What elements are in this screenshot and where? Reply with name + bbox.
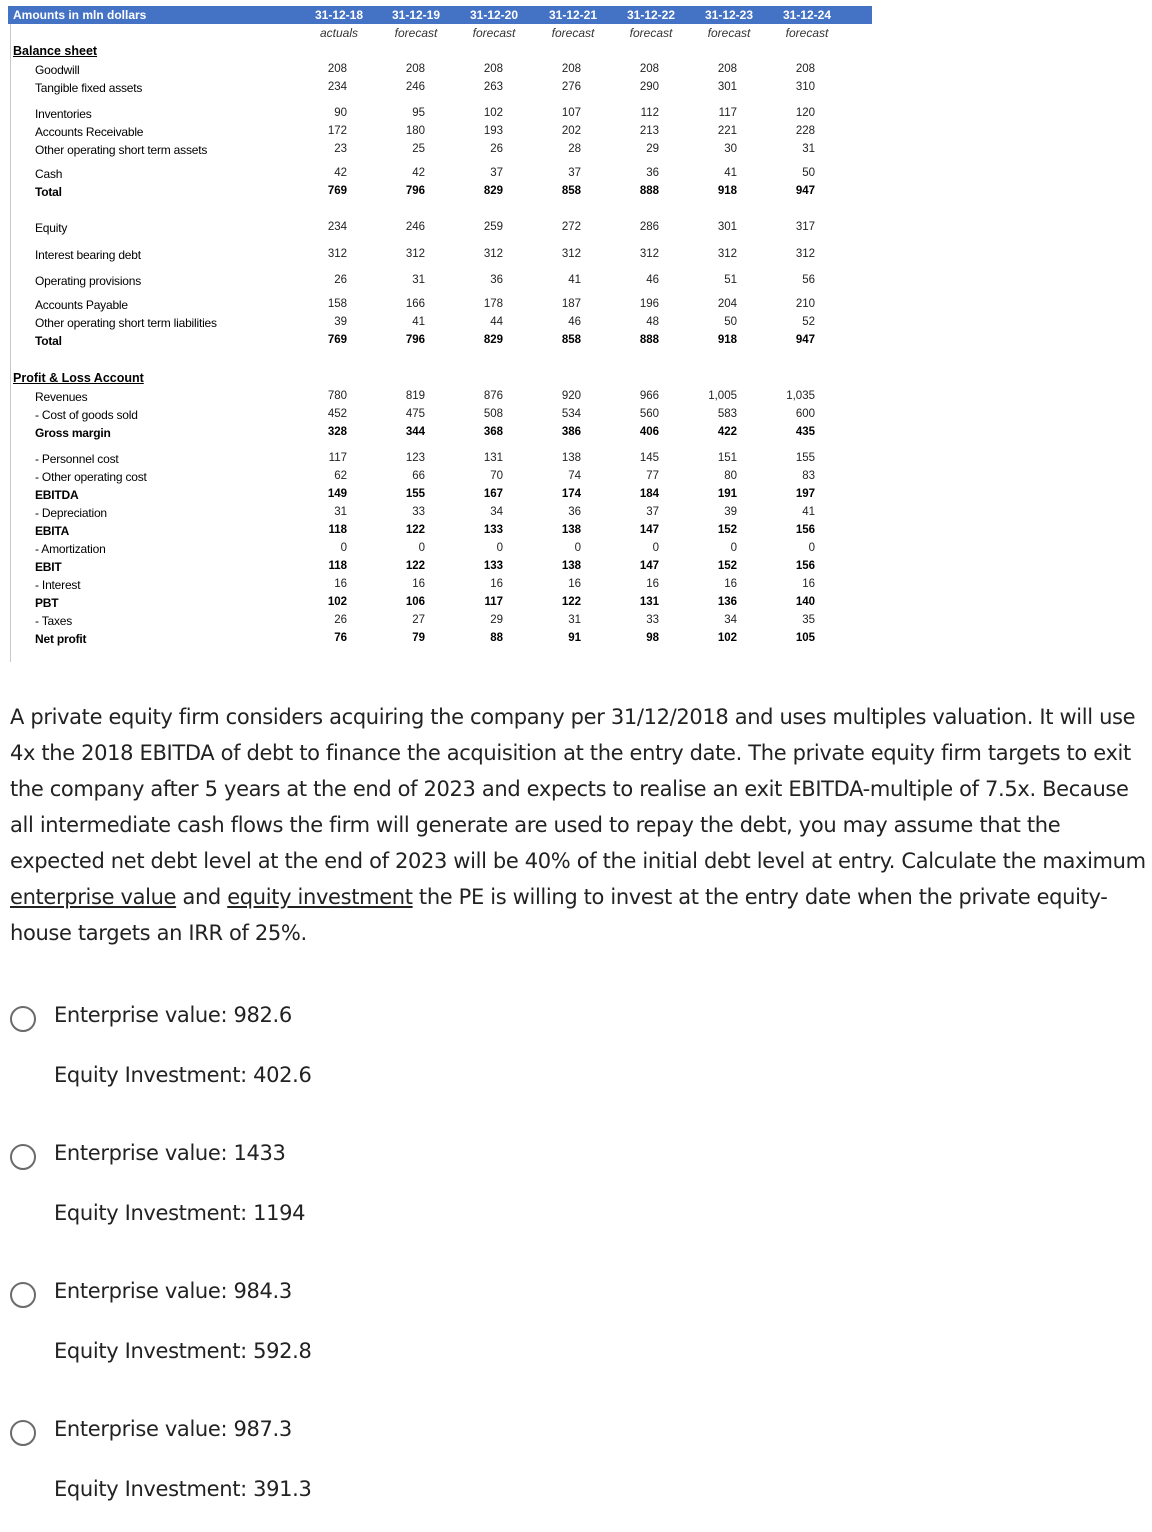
row-label: Tangible fixed assets xyxy=(35,81,143,95)
table-cell: 1,005 xyxy=(708,390,737,402)
answer-option-4[interactable] xyxy=(10,1417,430,1530)
table-cell: 876 xyxy=(483,390,503,402)
table-cell: 178 xyxy=(483,298,503,310)
row-label: Other operating short term assets xyxy=(35,143,208,157)
table-cell: 52 xyxy=(802,316,815,328)
table-cell: 131 xyxy=(639,596,659,608)
table-cell: 34 xyxy=(490,506,503,518)
table-cell: 50 xyxy=(802,167,815,179)
table-cell: 46 xyxy=(568,316,581,328)
table-cell: 276 xyxy=(561,81,581,93)
table-cell: 117 xyxy=(718,107,737,119)
table-cell: 16 xyxy=(334,578,347,590)
table-cell: 102 xyxy=(717,632,737,644)
table-left-rule xyxy=(10,24,11,662)
table-cell: 769 xyxy=(327,334,347,346)
table-cell: 312 xyxy=(561,248,581,260)
table-cell: 79 xyxy=(412,632,425,644)
table-cell: 221 xyxy=(717,125,737,137)
table-cell: 147 xyxy=(639,560,659,572)
radio-button[interactable] xyxy=(10,1420,36,1446)
column-header-type: forecast xyxy=(629,26,673,40)
answer-option-3[interactable] xyxy=(10,1279,430,1392)
table-cell: 56 xyxy=(802,274,815,286)
table-cell: 74 xyxy=(568,470,581,482)
table-cell: 31 xyxy=(412,274,425,286)
table-cell: 149 xyxy=(327,488,347,500)
table-cell: 208 xyxy=(795,63,815,75)
table-cell: 172 xyxy=(327,125,347,137)
table-cell: 34 xyxy=(724,614,737,626)
table-cell: 301 xyxy=(717,221,737,233)
table-cell: 46 xyxy=(646,274,659,286)
table-cell: 31 xyxy=(802,143,815,155)
question-text xyxy=(10,699,1146,951)
table-cell: 166 xyxy=(405,298,425,310)
answer-option-2[interactable] xyxy=(10,1141,430,1254)
row-label: Goodwill xyxy=(35,63,80,77)
question-part2: and xyxy=(176,885,228,909)
table-cell: 208 xyxy=(717,63,737,75)
table-cell: 16 xyxy=(412,578,425,590)
table-cell: 48 xyxy=(646,316,659,328)
table-cell: 259 xyxy=(483,221,503,233)
table-cell: 105 xyxy=(795,632,815,644)
table-cell: 35 xyxy=(802,614,815,626)
row-label: EBITDA xyxy=(35,488,79,502)
row-label: EBITA xyxy=(35,524,70,538)
table-cell: 312 xyxy=(483,248,503,260)
table-cell: 133 xyxy=(483,560,503,572)
table-cell: 819 xyxy=(405,390,425,402)
row-label: Operating provisions xyxy=(35,274,142,288)
row-label: Net profit xyxy=(35,632,87,646)
row-label: - Interest xyxy=(35,578,81,592)
table-cell: 829 xyxy=(483,334,503,346)
column-header-date: 31-12-19 xyxy=(391,8,441,22)
row-label: Cash xyxy=(35,167,63,181)
section-title-profit-loss: Profit & Loss Account xyxy=(13,371,144,385)
table-cell: 312 xyxy=(327,248,347,260)
table-cell: 39 xyxy=(724,506,737,518)
column-header-type: forecast xyxy=(707,26,751,40)
row-label: Inventories xyxy=(35,107,92,121)
table-cell: 208 xyxy=(483,63,503,75)
table-cell: 152 xyxy=(717,524,737,536)
table-cell: 118 xyxy=(328,560,347,572)
table-cell: 197 xyxy=(795,488,815,500)
column-header-type: forecast xyxy=(551,26,595,40)
table-cell: 80 xyxy=(724,470,737,482)
unit-label: Amounts in mln dollars xyxy=(13,8,147,22)
table-cell: 33 xyxy=(646,614,659,626)
row-label: - Taxes xyxy=(35,614,73,628)
table-cell: 42 xyxy=(334,167,347,179)
row-label: Other operating short term liabilities xyxy=(35,316,217,330)
row-label: - Cost of goods sold xyxy=(35,408,138,422)
table-cell: 117 xyxy=(328,452,347,464)
table-cell: 36 xyxy=(490,274,503,286)
table-cell: 28 xyxy=(568,143,581,155)
table-cell: 204 xyxy=(717,298,737,310)
table-cell: 310 xyxy=(795,81,815,93)
table-cell: 858 xyxy=(561,185,581,197)
column-header-type: actuals xyxy=(319,26,359,40)
table-cell: 26 xyxy=(334,614,347,626)
table-cell: 16 xyxy=(490,578,503,590)
table-cell: 36 xyxy=(568,506,581,518)
table-cell: 136 xyxy=(717,596,737,608)
option-equity-investment: Equity Investment: 1194 xyxy=(54,1201,306,1225)
table-cell: 208 xyxy=(405,63,425,75)
table-cell: 62 xyxy=(334,470,347,482)
table-cell: 312 xyxy=(405,248,425,260)
table-cell: 858 xyxy=(561,334,581,346)
question-term-equity-investment: equity investment xyxy=(227,885,413,909)
table-cell: 102 xyxy=(327,596,347,608)
table-cell: 138 xyxy=(561,560,581,572)
table-cell: 947 xyxy=(795,334,815,346)
table-cell: 31 xyxy=(568,614,581,626)
section-title-balance-sheet: Balance sheet xyxy=(13,44,98,58)
table-cell: 151 xyxy=(717,452,737,464)
table-cell: 435 xyxy=(795,426,815,438)
question-part3: the PE is willing to invest at the entry date when the private equity-house targets an IRR of 25%. xyxy=(10,885,1108,945)
column-header-type: forecast xyxy=(785,26,829,40)
table-cell: 0 xyxy=(730,542,737,554)
table-cell: 234 xyxy=(327,81,347,93)
table-cell: 0 xyxy=(496,542,503,554)
table-cell: 158 xyxy=(327,298,347,310)
table-cell: 117 xyxy=(484,596,503,608)
table-cell: 26 xyxy=(334,274,347,286)
table-cell: 98 xyxy=(646,632,659,644)
table-cell: 452 xyxy=(327,408,347,420)
table-cell: 263 xyxy=(483,81,503,93)
table-cell: 167 xyxy=(483,488,503,500)
table-cell: 36 xyxy=(646,167,659,179)
table-cell: 1,035 xyxy=(786,390,815,402)
table-cell: 95 xyxy=(412,107,425,119)
table-cell: 386 xyxy=(561,426,581,438)
table-cell: 25 xyxy=(412,143,425,155)
table-cell: 796 xyxy=(405,185,425,197)
table-cell: 16 xyxy=(568,578,581,590)
table-cell: 210 xyxy=(795,298,815,310)
table-cell: 475 xyxy=(405,408,425,420)
table-cell: 106 xyxy=(405,596,425,608)
table-cell: 155 xyxy=(405,488,425,500)
table-cell: 41 xyxy=(802,506,815,518)
row-label: Total xyxy=(35,185,62,199)
radio-button[interactable] xyxy=(10,1006,36,1032)
table-cell: 208 xyxy=(639,63,659,75)
radio-button[interactable] xyxy=(10,1144,36,1170)
table-cell: 0 xyxy=(574,542,581,554)
financial-table xyxy=(8,6,874,662)
row-label: Total xyxy=(35,334,62,348)
question-part1: A private equity firm considers acquiring the company per 31/12/2018 and uses multiples valuation. It will use 4x the 2018 EBITDA of debt to finance the acquisition at the entry date. The private equity firm targets to exit the company after 5 years at the end of 2023 and expects to realise an exit EBITDA-multiple of 7.5x. Because all intermediate cash flows the firm will generate are used to repay the debt, you may assume that the expected net debt level at the end of 2023 will be 40% of the initial debt level at entry. Calculate the maximum xyxy=(10,705,1146,873)
table-cell: 918 xyxy=(717,185,737,197)
table-cell: 196 xyxy=(639,298,659,310)
table-cell: 156 xyxy=(795,524,815,536)
table-cell: 29 xyxy=(490,614,503,626)
table-cell: 193 xyxy=(483,125,503,137)
option-enterprise-value: Enterprise value: 984.3 xyxy=(54,1279,292,1303)
table-cell: 51 xyxy=(724,274,737,286)
column-header-date: 31-12-20 xyxy=(469,8,519,22)
table-cell: 966 xyxy=(639,390,659,402)
column-header-date: 31-12-18 xyxy=(314,8,364,22)
table-cell: 16 xyxy=(802,578,815,590)
table-cell: 174 xyxy=(561,488,581,500)
column-header-type: forecast xyxy=(394,26,438,40)
table-cell: 30 xyxy=(724,143,737,155)
table-cell: 888 xyxy=(639,185,659,197)
row-label: Interest bearing debt xyxy=(35,248,141,262)
table-cell: 422 xyxy=(717,426,737,438)
table-cell: 133 xyxy=(483,524,503,536)
row-label: Accounts Payable xyxy=(35,298,128,312)
table-cell: 29 xyxy=(646,143,659,155)
row-label: PBT xyxy=(35,596,59,610)
table-cell: 42 xyxy=(412,167,425,179)
table-cell: 0 xyxy=(340,542,347,554)
table-cell: 123 xyxy=(405,452,425,464)
table-cell: 796 xyxy=(405,334,425,346)
table-cell: 120 xyxy=(795,107,815,119)
table-cell: 213 xyxy=(639,125,659,137)
table-cell: 600 xyxy=(795,408,815,420)
table-cell: 33 xyxy=(412,506,425,518)
table-cell: 920 xyxy=(561,390,581,402)
table-cell: 44 xyxy=(490,316,503,328)
table-cell: 187 xyxy=(561,298,581,310)
table-cell: 888 xyxy=(639,334,659,346)
row-label: - Amortization xyxy=(35,542,106,556)
table-cell: 107 xyxy=(561,107,581,119)
table-cell: 286 xyxy=(639,221,659,233)
table-cell: 406 xyxy=(639,426,659,438)
table-cell: 534 xyxy=(561,408,581,420)
option-equity-investment: Equity Investment: 402.6 xyxy=(54,1063,312,1087)
table-cell: 246 xyxy=(405,81,425,93)
table-cell: 508 xyxy=(483,408,503,420)
table-cell: 0 xyxy=(652,542,659,554)
table-cell: 140 xyxy=(795,596,815,608)
option-enterprise-value: Enterprise value: 982.6 xyxy=(54,1003,292,1027)
table-cell: 27 xyxy=(412,614,425,626)
table-cell: 0 xyxy=(418,542,425,554)
table-cell: 208 xyxy=(561,63,581,75)
table-cell: 780 xyxy=(327,390,347,402)
table-cell: 0 xyxy=(808,542,815,554)
row-label: Revenues xyxy=(35,390,88,404)
table-cell: 208 xyxy=(327,63,347,75)
table-cell: 328 xyxy=(327,426,347,438)
table-cell: 118 xyxy=(328,524,347,536)
table-cell: 31 xyxy=(334,506,347,518)
table-cell: 344 xyxy=(405,426,425,438)
column-header-date: 31-12-24 xyxy=(782,8,832,22)
table-cell: 16 xyxy=(646,578,659,590)
row-label: Accounts Receivable xyxy=(35,125,144,139)
column-header-type: forecast xyxy=(472,26,516,40)
table-cell: 234 xyxy=(327,221,347,233)
table-cell: 16 xyxy=(724,578,737,590)
table-cell: 112 xyxy=(640,107,659,119)
table-cell: 147 xyxy=(639,524,659,536)
table-cell: 583 xyxy=(717,408,737,420)
table-cell: 37 xyxy=(646,506,659,518)
row-label: Gross margin xyxy=(35,426,111,440)
table-cell: 301 xyxy=(717,81,737,93)
table-cell: 202 xyxy=(561,125,581,137)
table-cell: 246 xyxy=(405,221,425,233)
table-cell: 180 xyxy=(405,125,425,137)
row-label: - Personnel cost xyxy=(35,452,119,466)
answer-option-1[interactable] xyxy=(10,1003,430,1116)
table-cell: 191 xyxy=(717,488,737,500)
table-cell: 155 xyxy=(795,452,815,464)
option-equity-investment: Equity Investment: 592.8 xyxy=(54,1339,312,1363)
row-label: - Depreciation xyxy=(35,506,107,520)
table-cell: 26 xyxy=(490,143,503,155)
row-label: Equity xyxy=(35,221,68,235)
table-cell: 122 xyxy=(405,524,425,536)
table-cell: 769 xyxy=(327,185,347,197)
table-cell: 131 xyxy=(483,452,503,464)
table-cell: 90 xyxy=(334,107,347,119)
table-cell: 37 xyxy=(568,167,581,179)
table-cell: 23 xyxy=(334,143,347,155)
table-cell: 122 xyxy=(405,560,425,572)
table-cell: 829 xyxy=(483,185,503,197)
table-cell: 50 xyxy=(724,316,737,328)
table-cell: 91 xyxy=(568,632,581,644)
row-label: - Other operating cost xyxy=(35,470,147,484)
table-cell: 312 xyxy=(795,248,815,260)
table-cell: 184 xyxy=(639,488,659,500)
table-cell: 83 xyxy=(802,470,815,482)
table-cell: 317 xyxy=(795,221,815,233)
table-cell: 368 xyxy=(483,426,503,438)
table-cell: 88 xyxy=(490,632,503,644)
table-cell: 290 xyxy=(639,81,659,93)
table-cell: 122 xyxy=(561,596,581,608)
table-cell: 312 xyxy=(639,248,659,260)
table-cell: 156 xyxy=(795,560,815,572)
table-cell: 37 xyxy=(490,167,503,179)
table-cell: 138 xyxy=(561,452,581,464)
column-header-date: 31-12-23 xyxy=(704,8,754,22)
column-header-date: 31-12-22 xyxy=(626,8,676,22)
table-cell: 102 xyxy=(483,107,503,119)
row-label: EBIT xyxy=(35,560,62,574)
table-cell: 39 xyxy=(334,316,347,328)
table-cell: 272 xyxy=(561,221,581,233)
table-cell: 76 xyxy=(334,632,347,644)
table-cell: 560 xyxy=(639,408,659,420)
table-cell: 145 xyxy=(639,452,659,464)
table-cell: 138 xyxy=(561,524,581,536)
column-header-date: 31-12-21 xyxy=(548,8,598,22)
table-cell: 947 xyxy=(795,185,815,197)
radio-button[interactable] xyxy=(10,1282,36,1308)
table-cell: 918 xyxy=(717,334,737,346)
option-enterprise-value: Enterprise value: 987.3 xyxy=(54,1417,292,1441)
option-enterprise-value: Enterprise value: 1433 xyxy=(54,1141,286,1165)
table-cell: 41 xyxy=(724,167,737,179)
table-cell: 77 xyxy=(646,470,659,482)
table-cell: 70 xyxy=(490,470,503,482)
table-cell: 228 xyxy=(795,125,815,137)
question-term-enterprise-value: enterprise value xyxy=(10,885,177,909)
option-equity-investment: Equity Investment: 391.3 xyxy=(54,1477,312,1501)
table-cell: 152 xyxy=(717,560,737,572)
table-cell: 66 xyxy=(412,470,425,482)
table-cell: 41 xyxy=(412,316,425,328)
table-cell: 41 xyxy=(568,274,581,286)
table-cell: 312 xyxy=(717,248,737,260)
